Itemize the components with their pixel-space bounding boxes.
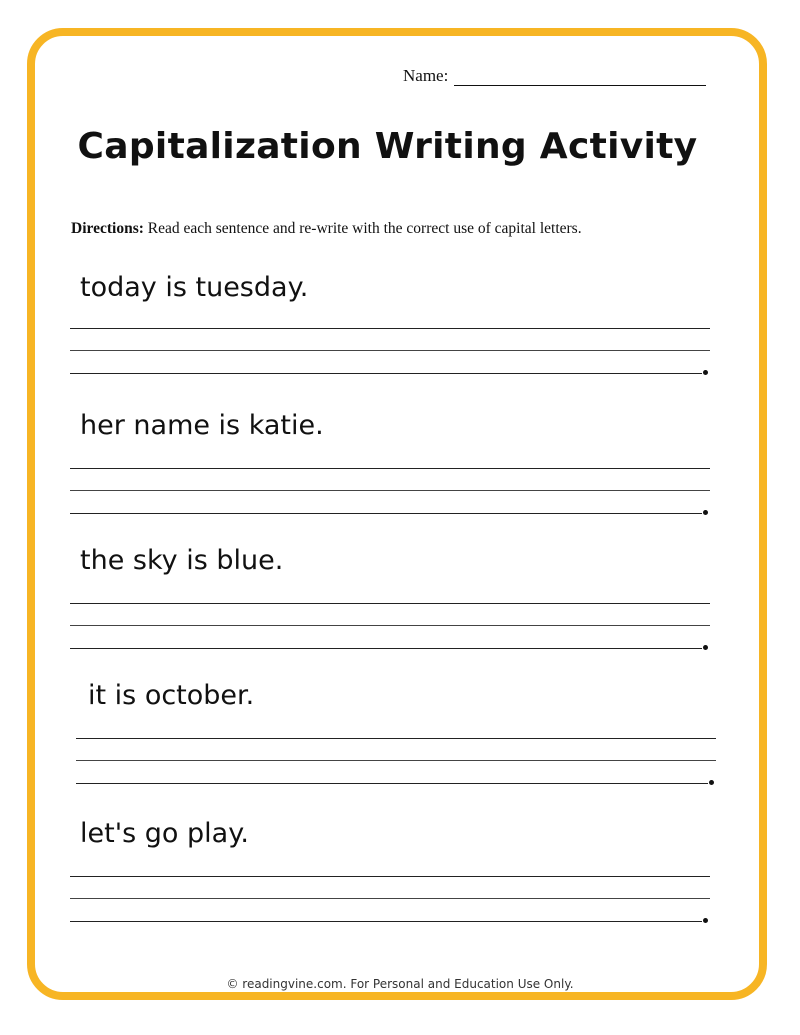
writing-line-guide	[70, 350, 710, 351]
writing-line[interactable]	[70, 603, 710, 604]
writing-line[interactable]	[70, 468, 710, 469]
name-label: Name:	[403, 66, 449, 85]
sentence-text: it is october.	[88, 680, 255, 711]
writing-line-guide	[70, 898, 710, 899]
page-border	[27, 28, 767, 1000]
sentence-text: her name is katie.	[80, 410, 324, 441]
writing-line-guide	[70, 625, 710, 626]
directions	[71, 220, 582, 238]
period-mark	[703, 370, 708, 375]
name-blank-line[interactable]	[454, 68, 706, 86]
writing-line[interactable]	[76, 783, 708, 784]
sentence-text: let's go play.	[80, 818, 249, 849]
writing-line[interactable]	[76, 738, 716, 739]
directions-text: Read each sentence and re-write with the correct use of capital letters.	[147, 220, 582, 237]
copyright-footer: © readingvine.com. For Personal and Education Use Only.	[226, 977, 574, 991]
period-mark	[703, 645, 708, 650]
period-mark	[709, 780, 714, 785]
writing-line[interactable]	[70, 876, 710, 877]
writing-line-guide	[76, 760, 716, 761]
writing-line-guide	[70, 490, 710, 491]
writing-line[interactable]	[70, 648, 702, 649]
period-mark	[703, 510, 708, 515]
writing-line[interactable]	[70, 921, 702, 922]
directions-label: Directions:	[71, 220, 144, 237]
writing-line[interactable]	[70, 373, 702, 374]
writing-line[interactable]	[70, 513, 702, 514]
name-field[interactable]	[403, 66, 706, 86]
page-title: Capitalization Writing Activity	[77, 126, 698, 167]
sentence-text: today is tuesday.	[80, 272, 309, 303]
writing-line[interactable]	[70, 328, 710, 329]
period-mark	[703, 918, 708, 923]
sentence-text: the sky is blue.	[80, 545, 284, 576]
